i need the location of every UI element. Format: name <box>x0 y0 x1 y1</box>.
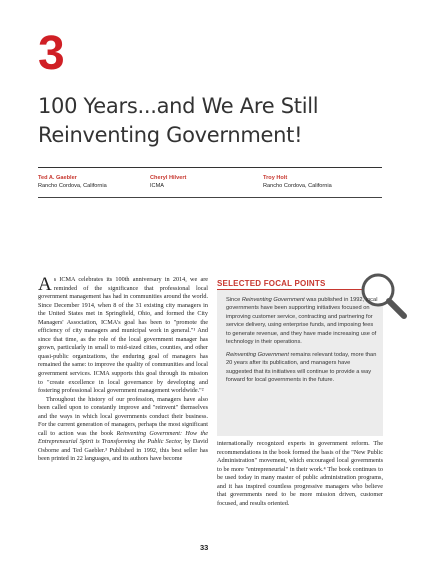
author-name: Troy Holt <box>263 175 288 181</box>
focal-points-heading: SELECTED FOCAL POINTS <box>217 279 326 288</box>
book-title: Reinventing Government: How the Entrepreneurial Spirit is Transforming the Public Sector, <box>38 429 209 446</box>
body-column-right <box>217 440 383 508</box>
paragraph-text: by David Osborne and Ted Gaebler.³ Published in 1992, this best seller has been printed in 22 languages, and its authors have become <box>38 438 208 463</box>
body-column-left <box>38 276 208 464</box>
paragraph-text: Throughout the history of our profession, managers have also been called upon to constantly improve and "reinvent" themselves and the ways in which local governments conduct their business. For the current generation of managers, perhaps the most significant call to action was the book <box>38 395 208 437</box>
author-affiliation: Rancho Cordova, California <box>263 183 332 189</box>
focal-text: was published in 1992, local governments have been supporting initiatives focused on improving customer service, contracting and partnering for service delivery, using enterprise funds, and imposing fees to generate revenue, and they have made increasing use of technology in their operations. <box>226 297 378 346</box>
chapter-title-line-2: Reinventing Government! <box>38 123 303 147</box>
body-paragraph-3: internationally recognized experts in government reform. The recommendations in the book formed the basis of the "New Public Administration" movement, which encouraged local governments to be more "entrepreneurial" in their work.⁴ The book continues to be used today in many master of public administration programs, and it has inspired countless progressive managers who believe that governments need to be more mission driven, customer focused, and results oriented. <box>217 440 383 507</box>
page-number: 33 <box>200 543 209 552</box>
author-rule <box>38 197 382 198</box>
chapter-number: 3 <box>38 27 64 80</box>
focal-point-1 <box>226 296 378 346</box>
author-2 <box>150 174 186 190</box>
paragraph-text: s ICMA celebrates its 100th anniversary in 2014, we are reminded of the significance that professional local government management has had in communities around the world. Since December 1914, when 8 of the 31 existing city managers in the United States met in Springfield, Ohio, and formed the City Managers' Association, ICMA's goal has been to "promote the efficiency of city managers and municipal work in general."¹ And since that time, as the role of the local government manager has grown, particularly in small to mid-sized cities, counties, and other quasi-public organizations, the enduring goal of managers has remained the same: to improve the quality of communities and local government services. ICMA supports this goal through its mission to "create excellence in local governance by developing and fostering professional local government management worldwide."² <box>38 276 208 395</box>
chapter-title <box>38 92 398 150</box>
chapter-title-line-1: 100 Years...and We Are Still <box>38 94 319 118</box>
author-name: Cheryl Hilvert <box>150 175 187 181</box>
author-3 <box>263 174 332 190</box>
author-affiliation: ICMA <box>150 183 164 189</box>
book-title: Reinventing Government <box>241 297 305 303</box>
author-name: Ted A. Gaebler <box>38 175 77 181</box>
body-paragraph-1 <box>38 276 208 396</box>
book-title: Reinventing Government <box>226 351 289 358</box>
body-paragraph-2 <box>38 396 208 464</box>
focal-text: remains relevant today, more than 20 years after its publication, and managers have suggested that its initiatives will continue to provide a way forward for local governments in the future. <box>226 351 377 384</box>
focal-points-text <box>226 296 378 389</box>
author-affiliation: Rancho Cordova, California <box>38 183 107 189</box>
drop-cap: A <box>38 274 52 295</box>
focal-point-2 <box>226 351 378 385</box>
author-1 <box>38 174 107 190</box>
focal-text: Since <box>226 297 242 303</box>
title-rule <box>38 167 382 168</box>
